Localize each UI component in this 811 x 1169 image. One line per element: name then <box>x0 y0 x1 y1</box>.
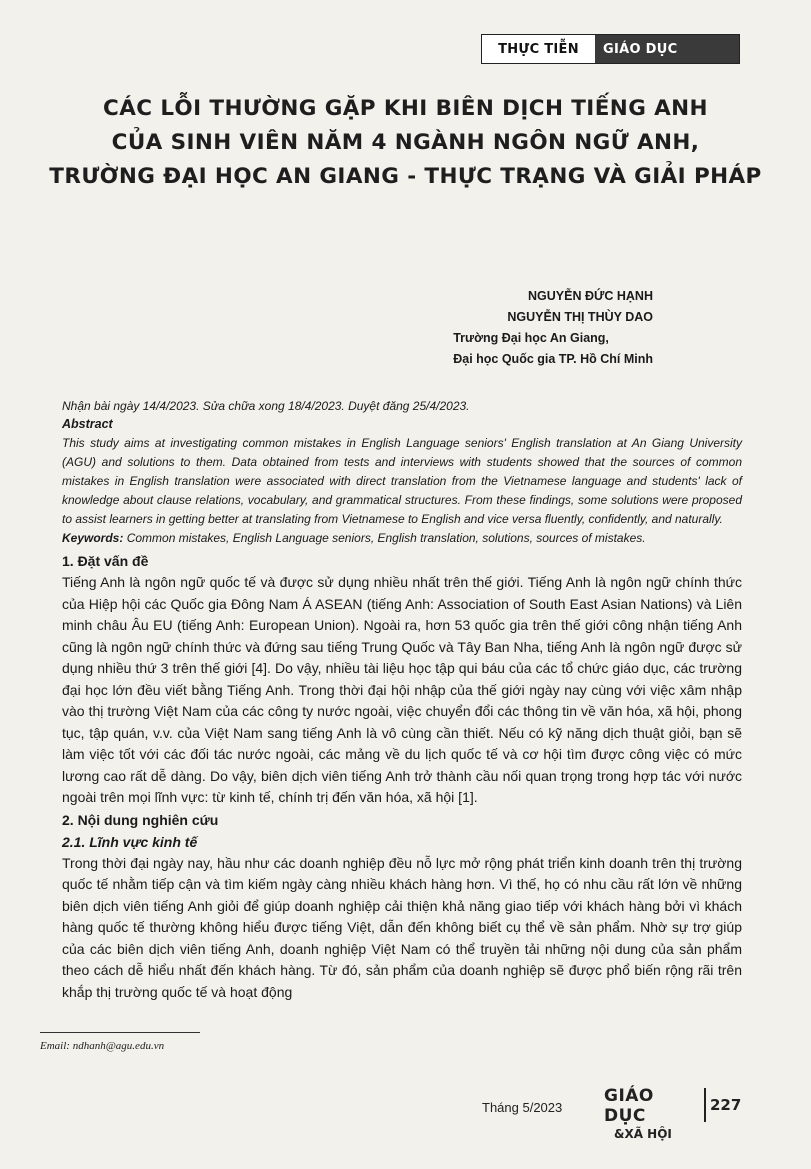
title-line-2: CỦA SINH VIÊN NĂM 4 NGÀNH NGÔN NGỮ ANH, <box>111 130 700 155</box>
received-dates: Nhận bài ngày 14/4/2023. Sửa chữa xong 18/4/2023. Duyệt đăng 25/4/2023. <box>62 399 470 413</box>
section-tag <box>481 34 740 64</box>
footnote-email: Email: ndhanh@agu.edu.vn <box>40 1040 165 1052</box>
section-1-paragraph: Tiếng Anh là ngôn ngữ quốc tế và được sử dụng nhiều nhất trên thế giới. Tiếng Anh là ngôn ngữ chính thức của Hiệp hội các Quốc gia Đông Nam Á ASEAN (tiếng Anh: Association of South East Asian Nations) và Liên minh châu Âu EU (tiếng Anh: European Union). Ngoài ra, hơn 53 quốc gia trên thế giới công nhận tiếng Anh cũng là ngôn ngữ chính thức và đứng sau tiếng Trung Quốc và Tây Ban Nha, tiếng Anh là ngôn ngữ được sử dụng nhiều thứ 3 trên thế giới [4]. Do vậy, nhiều tài liệu học tập qui báu của các tổ chức giáo dục, các trường đại học lớn đều viết bằng Tiếng Anh. Trong thời đại hội nhập của thế giới ngày nay cùng với việc xâm nhập vào thị trường Việt Nam của các công ty nước ngoài, việc chuyển đổi các thông tin về văn hóa, xã hội, phong tục, tập quán, v.v. của Việt Nam sang tiếng Anh là vô cùng cần thiết. Nếu có kỹ năng dịch thuật giỏi, bạn sẽ làm việc tốt với các đối tác nước ngoài, các mảng về du lịch quốc tế và cơ hội tìm được công việc có mức lương cao rất dễ dàng. Do vậy, biên dịch viên tiếng Anh trở thành cầu nối quan trọng trong hợp tác với nước ngoài trên mọi lĩnh vực: từ kinh tế, chính trị đến văn hóa, xã hội [1]. <box>62 574 742 805</box>
journal-logo-line-1: GIÁO DỤC <box>604 1086 654 1126</box>
section-2-1-heading: 2.1. Lĩnh vực kinh tế <box>62 833 198 850</box>
section-1-heading: 1. Đặt vấn đề <box>62 553 149 569</box>
footnote-divider <box>40 1032 200 1033</box>
journal-logo-line-2: &XÃ HỘI <box>614 1127 672 1141</box>
section-tag-right: GIÁO DỤC <box>595 35 739 63</box>
author-2: NGUYỄN THỊ THÙY DAO <box>507 310 653 324</box>
section-tag-left: THỰC TIỄN <box>498 41 579 57</box>
page-number: 227 <box>710 1096 742 1114</box>
abstract-heading: Abstract <box>62 417 113 431</box>
affiliation-2: Đại học Quốc gia TP. Hồ Chí Minh <box>453 352 653 366</box>
title-line-1: CÁC LỖI THƯỜNG GẶP KHI BIÊN DỊCH TIẾNG ANH <box>103 96 708 121</box>
footer-divider <box>704 1088 706 1122</box>
article-body <box>62 398 742 1003</box>
author-1: NGUYỄN ĐỨC HẠNH <box>528 289 653 303</box>
article-title <box>40 92 771 194</box>
keywords-text: Common mistakes, English Language seniors, English translation, solutions, sources of mistakes. <box>123 531 646 545</box>
section-2-heading: 2. Nội dung nghiên cứu <box>62 811 219 828</box>
keywords-label: Keywords: <box>62 531 124 545</box>
abstract-text: This study aims at investigating common mistakes in English Language seniors' English translation at An Giang University (AGU) and solutions to them. Data obtained from tests and interviews with students showed that the sources of common mistakes in English translation were associated with direct translation from the Vietnamese language and students' lack of knowledge about clause relations, vocabulary, and grammatical structures. From these findings, some solutions were proposed to assist learners in getting better at translating from Vietnamese to English and vice versa fluently, confidently, and naturally. <box>62 436 742 526</box>
affiliation-1: Trường Đại học An Giang, <box>453 331 609 345</box>
issue-date: Tháng 5/2023 <box>482 1100 563 1115</box>
author-block <box>453 286 653 370</box>
keywords <box>62 529 742 548</box>
section-2-1-paragraph: Trong thời đại ngày nay, hầu như các doanh nghiệp đều nỗ lực mở rộng phát triển kinh doanh trên thị trường quốc tế nhằm tiếp cận và tìm kiếm ngày càng nhiều khách hàng hơn. Vì thế, họ có nhu cầu rất lớn về những biên dịch viên tiếng Anh giỏi để giúp doanh nghiệp cải thiện khả năng giao tiếp với khách hàng bởi vì khách hàng quốc tế thường không hiểu được tiếng Việt, dẫn đến không biết cụ thể về sản phẩm. Nhờ sự trợ giúp của các biên dịch viên tiếng Anh, doanh nghiệp Việt Nam có thể truyền tải những nội dung của sản phẩm theo cách dễ hiểu nhất đến khách hàng. Từ đó, sản phẩm của doanh nghiệp sẽ được phổ biến rộng rãi trên khắp thị trường quốc tế và hoạt động <box>62 854 742 1000</box>
journal-logo <box>604 1086 702 1142</box>
title-line-3: TRƯỜNG ĐẠI HỌC AN GIANG - THỰC TRẠNG VÀ GIẢI PHÁP <box>49 164 762 189</box>
